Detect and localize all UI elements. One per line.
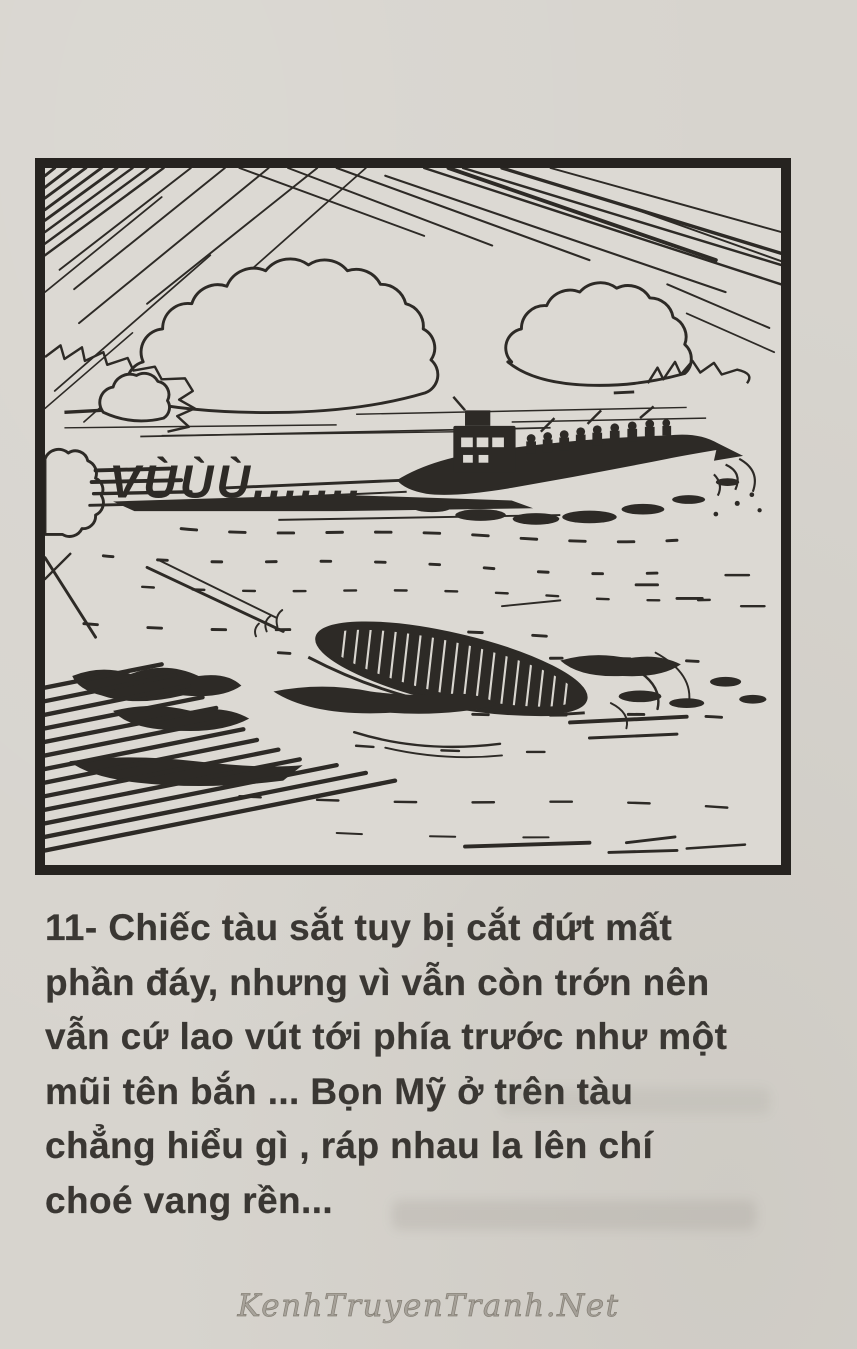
caption-line-1: 11- Chiếc tàu sắt tuy bị cắt đứt mất (45, 907, 673, 948)
caption-block (45, 901, 825, 1228)
caption-line-4: mũi tên bắn ... Bọn Mỹ ở trên tàu (45, 1070, 634, 1112)
caption-line-3: vẫn cứ lao vút tới phía trước như một (45, 1016, 728, 1057)
pole-lines (45, 554, 283, 637)
clouds (100, 259, 692, 421)
marsh-strokes (465, 717, 745, 853)
panel-art (45, 168, 781, 865)
sound-effect-text: VÙÙÙ....... (109, 455, 365, 508)
comic-panel (35, 158, 791, 875)
bow-spray (714, 459, 755, 496)
site-watermark: KenhTruyenTranh.Net (237, 1288, 620, 1324)
caption-line-5: chẳng hiểu gì , ráp nhau la lên chí (45, 1125, 654, 1166)
caption-line-6: choé vang rền... (45, 1179, 334, 1221)
horizon-lines (64, 418, 706, 435)
caption-line-2: phần đáy, nhưng vì vẫn còn trớn nên (45, 961, 710, 1003)
